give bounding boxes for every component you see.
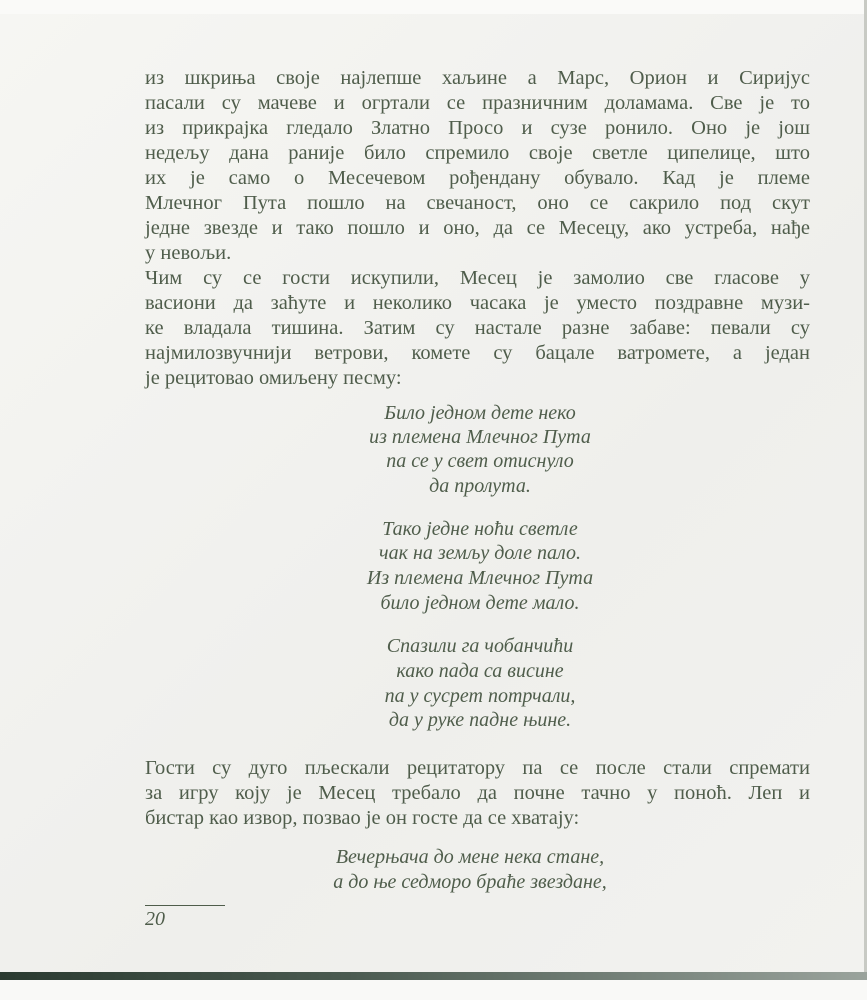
verse-line: било једном дете мало. — [380, 592, 580, 614]
text-line: најмилозвучнији ветрови, комете су бацале ватромете, а један — [145, 342, 810, 364]
verse-line: да пролута. — [429, 475, 531, 497]
text-line: за игру коју је Месец требало да почне тачно у поноћ. Леп и — [145, 782, 810, 804]
text-line: их је само о Месечевом рођендану обувало. Кад је племе — [145, 167, 810, 189]
scan-bottom-edge — [0, 972, 867, 980]
verse-line: Вечерњача до мене нека стане, — [335, 846, 605, 868]
verse-line: из племена Млечног Пута — [369, 426, 591, 448]
footer-rule — [145, 905, 225, 906]
verse-line: како пада са висине — [396, 660, 564, 682]
verse-line: па у сусрет потрчали, — [384, 685, 576, 707]
text-line: Млечног Пута пошло на свечаност, оно се сакрило под скут — [145, 192, 810, 214]
verse-line: Спазили га чобанчићи — [386, 635, 574, 657]
page-number: 20 — [145, 908, 165, 930]
verse-line: а до ње седморо браће звездане, — [333, 871, 607, 893]
text-line: бистар као извор, позвао је он госте да се хватају: — [145, 807, 580, 829]
verse-line: Тако једне ноћи светле — [382, 518, 578, 540]
verse-line: па се у свет отиснуло — [386, 450, 574, 472]
text-line: у невољи. — [145, 242, 232, 264]
verse-line: чак на земљу доле пало. — [379, 542, 581, 564]
scan-bottom-margin — [0, 980, 867, 1000]
scan-top-margin — [0, 0, 867, 14]
verse-line: да у руке падне њине. — [388, 709, 572, 731]
text-line: из шкриња своје најлепше хаљине а Марс, Орион и Сиријус — [145, 67, 810, 89]
text-line: Гости су дуго пљескали рецитатору па се после стали спремати — [145, 757, 810, 779]
text-line: ке владала тишина. Затим су настале разне забаве: певали су — [145, 317, 810, 339]
text-line: Чим су се гости искупили, Месец је замолио све гласове у — [145, 267, 810, 289]
verse-line: Било једном дете неко — [384, 402, 576, 424]
text-line: је рецитовао омиљену песму: — [145, 367, 402, 389]
text-line: једне звезде и тако пошло и оно, да се Месецу, ако устреба, нађе — [145, 217, 810, 239]
text-line: васиони да заћуте и неколико часака је уместо поздравне музи- — [145, 292, 810, 314]
text-line: недељу дана раније било спремило своје светле ципелице, што — [145, 142, 810, 164]
text-line: из прикрајка гледало Златно Просо и сузе ронило. Оно је још — [145, 117, 810, 139]
verse-line: Из племена Млечног Пута — [366, 567, 594, 589]
text-line: пасали су мачеве и огртали се празничним доламама. Све је то — [145, 92, 810, 114]
